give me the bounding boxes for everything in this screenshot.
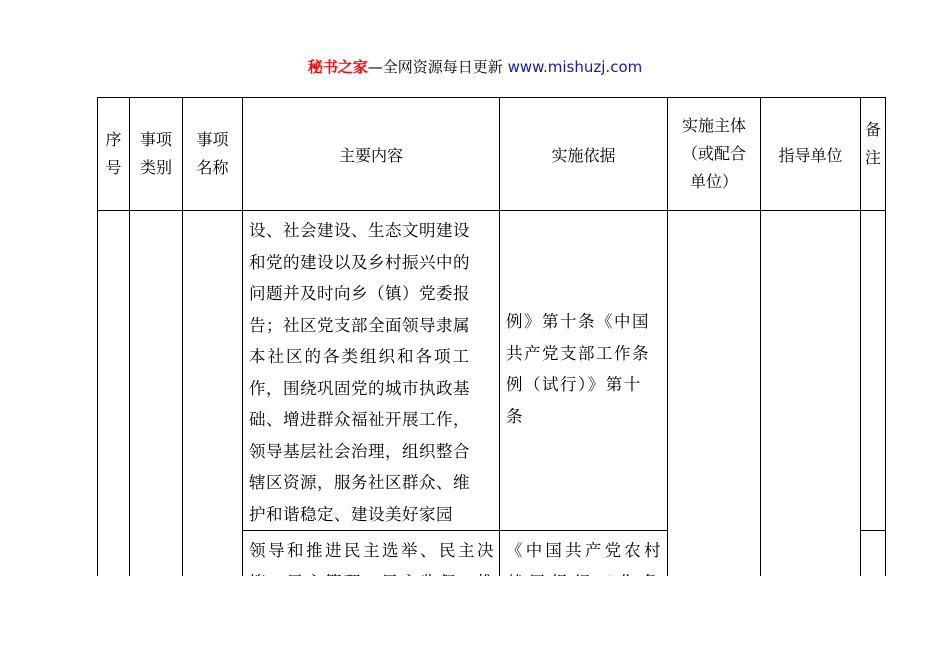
content-line: 领导和推进民主选举、民主决 xyxy=(249,541,494,560)
table-header-row xyxy=(98,98,886,211)
header-remark-line-2: 注 xyxy=(864,148,881,167)
basis-line: 例（试行）》第十 xyxy=(506,375,642,394)
cell-guide xyxy=(761,211,861,616)
header-seq xyxy=(98,98,130,211)
cell-remark xyxy=(861,211,886,531)
basis-line: 例》第十条《中国 xyxy=(506,312,650,331)
header-remark-line-1: 备 xyxy=(864,120,881,139)
header-basis: 实施依据 xyxy=(500,98,668,211)
content-line: 告；社区党支部全面领导隶属 xyxy=(249,315,470,335)
page-header xyxy=(0,56,950,78)
basis-line: 条 xyxy=(506,406,524,426)
header-category-line-1: 事项 xyxy=(139,130,172,149)
cell-basis xyxy=(500,211,668,531)
header-tagline: —全网资源每日更新 xyxy=(367,58,503,76)
cell-seq xyxy=(98,211,130,616)
content-line: 础、增进群众福祉开展工作， xyxy=(249,410,470,429)
table-row xyxy=(98,211,886,531)
header-category-line-2: 类别 xyxy=(139,158,172,177)
content-line: 护和谐稳定、建设美好家园 xyxy=(249,504,453,524)
header-category xyxy=(130,98,183,211)
header-name-line-1: 事项 xyxy=(196,130,229,149)
content-line: 作，围绕巩固党的城市执政基 xyxy=(249,378,470,398)
header-subject xyxy=(668,98,761,211)
content-line: 和党的建设以及乡村振兴中的 xyxy=(249,252,470,272)
cell-content xyxy=(243,211,500,531)
header-content: 主要内容 xyxy=(243,98,500,211)
basis-line: 共产党支部工作条 xyxy=(506,343,650,363)
header-name xyxy=(183,98,243,211)
header-name-line-2: 名称 xyxy=(196,158,229,177)
header-guide: 指导单位 xyxy=(761,98,861,211)
header-seq-line-1: 序 xyxy=(105,130,122,149)
content-line: 辖区资源，服务社区群众、维 xyxy=(249,473,470,492)
content-line: 问题并及时向乡（镇）党委报 xyxy=(249,284,470,303)
header-remark xyxy=(861,98,886,211)
header-subject-line-3: 单位） xyxy=(689,172,738,191)
page-bottom-blank xyxy=(0,576,950,672)
content-line: 领导基层社会治理，组织整合 xyxy=(249,441,470,461)
header-subject-line-2: （或配合 xyxy=(681,144,746,163)
brand-name: 秘书之家 xyxy=(307,58,368,76)
cell-subject xyxy=(668,211,761,616)
content-line: 设、社会建设、生态文明建设 xyxy=(249,221,470,240)
cell-category xyxy=(130,211,183,616)
matters-table xyxy=(97,97,886,615)
basis-line: 《中国共产党农村 xyxy=(506,541,662,560)
content-line: 本社区的各类组织和各项工 xyxy=(249,347,471,366)
cell-name xyxy=(183,211,243,616)
header-subject-line-1: 实施主体 xyxy=(681,116,746,135)
site-url-link[interactable]: www.mishuzj.com xyxy=(507,58,643,76)
header-seq-line-2: 号 xyxy=(105,158,122,177)
